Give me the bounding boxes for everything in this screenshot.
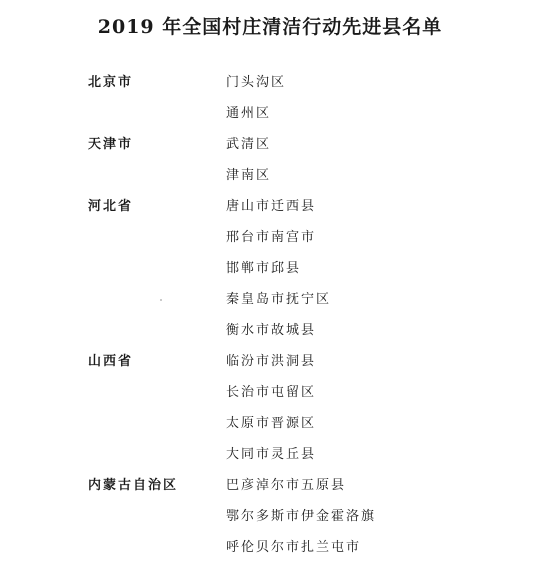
county-name: 唐山市迁西县	[226, 199, 317, 214]
county-name: 鄂尔多斯市伊金霍洛旗	[226, 509, 377, 524]
list-row	[0, 166, 540, 186]
county-name: 武清区	[226, 137, 272, 152]
county-name: 太原市晋源区	[226, 416, 317, 431]
county-name: 临汾市洪洞县	[226, 354, 317, 369]
scan-speck	[160, 299, 162, 301]
province-label: 天津市	[88, 137, 134, 152]
list-row	[0, 414, 540, 434]
list-row	[0, 352, 540, 372]
list-row	[0, 476, 540, 496]
county-name: 呼伦贝尔市扎兰屯市	[226, 540, 362, 555]
province-label: 内蒙古自治区	[88, 478, 179, 493]
list-row	[0, 228, 540, 248]
list-row	[0, 321, 540, 341]
list-row	[0, 135, 540, 155]
county-name: 大同市灵丘县	[226, 447, 317, 462]
list-row	[0, 445, 540, 465]
county-name: 秦皇岛市抚宁区	[226, 292, 332, 307]
list-row	[0, 259, 540, 279]
county-name: 邢台市南宫市	[226, 230, 317, 245]
list-row	[0, 383, 540, 403]
county-name: 津南区	[226, 168, 272, 183]
list-row	[0, 507, 540, 527]
province-label: 山西省	[88, 354, 134, 369]
county-name: 门头沟区	[226, 75, 287, 90]
county-name: 邯郸市邱县	[226, 261, 302, 276]
province-label: 北京市	[88, 75, 134, 90]
list-row	[0, 73, 540, 93]
county-name: 长治市屯留区	[226, 385, 317, 400]
county-name: 衡水市故城县	[226, 323, 317, 338]
list-row	[0, 197, 540, 217]
province-label: 河北省	[88, 199, 134, 214]
county-name: 通州区	[226, 106, 272, 121]
list-row	[0, 104, 540, 124]
list-row	[0, 538, 540, 558]
list-row	[0, 290, 540, 310]
county-name: 巴彦淖尔市五原县	[226, 478, 347, 493]
document-title: 2019 年全国村庄清洁行动先进县名单	[97, 16, 443, 38]
